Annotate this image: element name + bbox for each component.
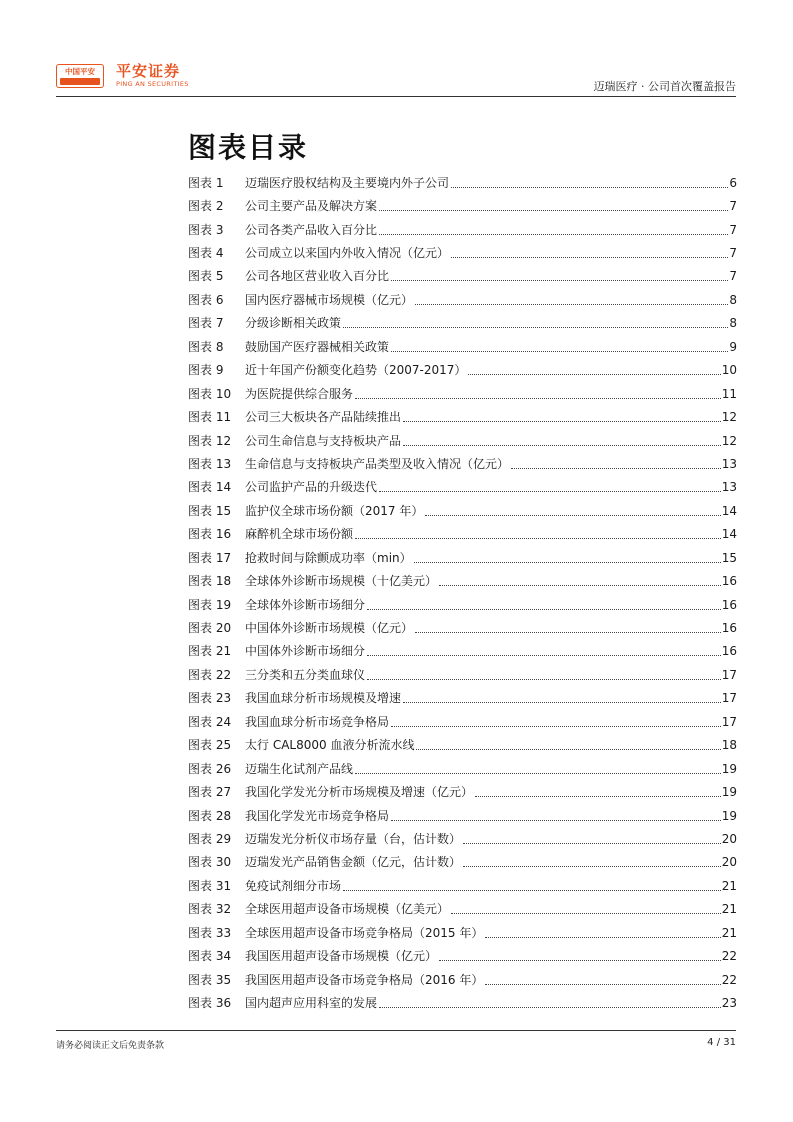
toc-entry-number: 图表 13 [188, 456, 232, 471]
toc-entry[interactable] [188, 851, 737, 874]
toc-entry-number: 图表 20 [188, 621, 232, 636]
toc-entry-number: 图表 24 [188, 714, 232, 729]
toc-entry-number: 图表 17 [188, 550, 232, 565]
toc-entry-title: 我国血球分析市场规模及增速 [245, 691, 402, 706]
toc-entry[interactable] [188, 734, 737, 757]
toc-entry-page: 6 [729, 175, 737, 190]
toc-entry-title: 全球医用超声设备市场规模（亿美元） [245, 902, 450, 917]
toc-entry[interactable] [188, 616, 737, 639]
toc-entry-title: 鼓励国产医疗器械相关政策 [245, 339, 390, 354]
page-number: 4 / 31 [707, 1037, 736, 1048]
toc-entry[interactable] [188, 827, 737, 850]
toc-entry-number: 图表 25 [188, 738, 232, 753]
toc-entry[interactable] [188, 382, 737, 405]
toc-entry[interactable] [188, 171, 737, 194]
toc-leader-dots [367, 655, 721, 656]
toc-entry-number: 图表 2 [188, 199, 224, 214]
toc-leader-dots [415, 632, 721, 633]
toc-entry[interactable] [188, 546, 737, 569]
toc-entry-title: 我国血球分析市场竞争格局 [245, 714, 390, 729]
toc-leader-dots [343, 327, 728, 328]
toc-leader-dots [451, 187, 728, 188]
toc-entry-number: 图表 7 [188, 316, 224, 331]
toc-leader-dots [511, 468, 721, 469]
toc-entry[interactable] [188, 640, 737, 663]
toc-leader-dots [355, 773, 721, 774]
toc-entry-number: 图表 14 [188, 480, 232, 495]
toc-entry[interactable] [188, 429, 737, 452]
toc-entry-number: 图表 22 [188, 667, 232, 682]
report-title: 迈瑞医疗 · 公司首次覆盖报告 [593, 80, 736, 93]
toc-leader-dots [379, 234, 728, 235]
toc-entry-page: 23 [721, 996, 737, 1011]
toc-entry-page: 14 [721, 527, 737, 542]
toc-entry-title: 麻醉机全球市场份额 [245, 527, 354, 542]
toc-leader-dots [379, 491, 721, 492]
toc-entry-page: 8 [729, 292, 737, 307]
toc-entry-page: 19 [721, 761, 737, 776]
toc-entry[interactable] [188, 898, 737, 921]
toc-entry-number: 图表 32 [188, 902, 232, 917]
toc-entry-number: 图表 28 [188, 808, 232, 823]
toc-entry-page: 13 [721, 480, 737, 495]
toc-entry-number: 图表 31 [188, 878, 232, 893]
toc-entry[interactable] [188, 335, 737, 358]
toc-leader-dots [475, 796, 721, 797]
toc-entry-number: 图表 30 [188, 855, 232, 870]
toc-entry[interactable] [188, 218, 737, 241]
toc-entry-page: 22 [721, 949, 737, 964]
toc-entry-number: 图表 36 [188, 996, 232, 1011]
toc-entry-page: 14 [721, 503, 737, 518]
toc-leader-dots [425, 515, 720, 516]
toc-leader-dots [416, 749, 720, 750]
toc-entry[interactable] [188, 523, 737, 546]
toc-entry-page: 20 [721, 855, 737, 870]
toc-entry[interactable] [188, 804, 737, 827]
toc-entry-title: 太行 CAL8000 血液分析流水线 [245, 738, 415, 753]
footer-divider [56, 1030, 736, 1031]
toc-entry-number: 图表 6 [188, 292, 224, 307]
toc-entry-page: 15 [721, 550, 737, 565]
toc-leader-dots [403, 445, 721, 446]
toc-entry-title: 生命信息与支持板块产品类型及收入情况（亿元） [245, 456, 510, 471]
header-divider [56, 96, 736, 97]
toc-leader-dots [355, 398, 721, 399]
toc-entry-number: 图表 15 [188, 503, 232, 518]
toc-entry-title: 公司各地区营业收入百分比 [245, 269, 390, 284]
toc-entry[interactable] [188, 359, 737, 382]
toc-leader-dots [391, 726, 721, 727]
toc-entry-number: 图表 1 [188, 175, 224, 190]
toc-leader-dots [391, 351, 728, 352]
toc-entry-page: 16 [721, 597, 737, 612]
page-header [56, 60, 736, 96]
toc-entry[interactable] [188, 569, 737, 592]
toc-entry-number: 图表 19 [188, 597, 232, 612]
toc-entry-number: 图表 33 [188, 925, 232, 940]
toc-entry-number: 图表 35 [188, 972, 232, 987]
toc-leader-dots [367, 679, 721, 680]
toc-entry-number: 图表 29 [188, 831, 232, 846]
toc-entry-number: 图表 4 [188, 246, 224, 261]
toc-entry-title: 近十年国产份额变化趋势（2007-2017） [245, 363, 467, 378]
toc-entry[interactable] [188, 968, 737, 991]
toc-entry-title: 三分类和五分类血球仪 [245, 667, 366, 682]
toc-leader-dots [367, 609, 721, 610]
toc-entry-number: 图表 16 [188, 527, 232, 542]
logo-bar [60, 78, 100, 85]
toc-entry-title: 全球体外诊断市场规模（十亿美元） [245, 574, 438, 589]
toc-leader-dots [451, 257, 728, 258]
toc-title: 图表目录 [188, 131, 309, 164]
toc-entry-title: 国内医疗器械市场规模（亿元） [245, 292, 414, 307]
toc-entry[interactable] [188, 874, 737, 897]
toc-entry-number: 图表 18 [188, 574, 232, 589]
toc-entry-title: 我国医用超声设备市场规模（亿元） [245, 949, 438, 964]
toc-entry-page: 9 [729, 339, 737, 354]
toc-leader-dots [355, 538, 721, 539]
toc-leader-dots [391, 280, 728, 281]
toc-entry[interactable] [188, 687, 737, 710]
toc-entry-page: 7 [729, 222, 737, 237]
toc-entry-page: 8 [729, 316, 737, 331]
toc-entry-number: 图表 23 [188, 691, 232, 706]
brand-name-en: PING AN SECURITIES [116, 80, 189, 88]
toc-entry[interactable] [188, 476, 737, 499]
toc-leader-dots [485, 984, 720, 985]
toc-leader-dots [379, 210, 728, 211]
toc-entry[interactable] [188, 780, 737, 803]
toc-entry-page: 17 [721, 714, 737, 729]
toc-entry-page: 20 [721, 831, 737, 846]
toc-entry-page: 16 [721, 574, 737, 589]
toc-entry-title: 全球医用超声设备市场竞争格局（2015 年） [245, 925, 484, 940]
toc-leader-dots [463, 866, 721, 867]
toc-entry-number: 图表 5 [188, 269, 224, 284]
toc-entry-title: 迈瑞发光产品销售金额（亿元，估计数） [245, 855, 462, 870]
toc-entry-title: 分级诊断相关政策 [245, 316, 342, 331]
toc-entry-number: 图表 12 [188, 433, 232, 448]
toc-entry-page: 12 [721, 433, 737, 448]
toc-entry[interactable] [188, 921, 737, 944]
toc-leader-dots [451, 913, 721, 914]
toc-entry-page: 11 [721, 386, 737, 401]
toc-entry-number: 图表 27 [188, 785, 232, 800]
toc-entry-page: 16 [721, 621, 737, 636]
toc-entry[interactable] [188, 944, 737, 967]
toc-entry-page: 19 [721, 785, 737, 800]
toc-entry-title: 我国化学发光市场竞争格局 [245, 808, 390, 823]
toc-entry-number: 图表 11 [188, 410, 232, 425]
toc-entry-title: 我国医用超声设备市场竞争格局（2016 年） [245, 972, 484, 987]
toc-entry-page: 10 [721, 363, 737, 378]
toc-entry[interactable] [188, 265, 737, 288]
toc-entry-page: 19 [721, 808, 737, 823]
toc-entry-page: 21 [721, 902, 737, 917]
footer-disclaimer: 请务必阅读正文后免责条款 [56, 1041, 165, 1051]
toc-leader-dots [485, 937, 720, 938]
toc-entry-title: 全球体外诊断市场细分 [245, 597, 366, 612]
toc-entry[interactable] [188, 312, 737, 335]
toc-entry-page: 17 [721, 667, 737, 682]
toc-entry-page: 16 [721, 644, 737, 659]
toc-entry-title: 为医院提供综合服务 [245, 386, 354, 401]
toc-entry-number: 图表 8 [188, 339, 224, 354]
toc-leader-dots [343, 890, 721, 891]
logo-text: 中国平安 [65, 67, 95, 76]
toc-entry-title: 迈瑞生化试剂产品线 [245, 761, 354, 776]
toc-entry-number: 图表 3 [188, 222, 224, 237]
toc-entry-title: 我国化学发光分析市场规模及增速（亿元） [245, 785, 474, 800]
toc-entry-title: 中国体外诊断市场规模（亿元） [245, 621, 414, 636]
toc-entry[interactable] [188, 991, 737, 1014]
toc-entry[interactable] [188, 710, 737, 733]
toc-entry-title: 迈瑞发光分析仪市场存量（台，估计数） [245, 831, 462, 846]
toc-entry-number: 图表 26 [188, 761, 232, 776]
toc-entry-page: 17 [721, 691, 737, 706]
toc-entry-page: 7 [729, 269, 737, 284]
toc-entry[interactable] [188, 194, 737, 217]
toc-entry-page: 7 [729, 246, 737, 261]
toc-leader-dots [379, 1007, 721, 1008]
toc-entry-title: 公司主要产品及解决方案 [245, 199, 378, 214]
toc-entry[interactable] [188, 405, 737, 428]
toc-leader-dots [415, 304, 728, 305]
toc-entry[interactable] [188, 593, 737, 616]
toc-entry-page: 21 [721, 925, 737, 940]
toc-leader-dots [468, 374, 720, 375]
toc-entry-title: 迈瑞医疗股权结构及主要境内外子公司 [245, 175, 450, 190]
toc-entry-title: 公司监护产品的升级迭代 [245, 480, 378, 495]
brand [116, 62, 189, 88]
toc-entry-page: 12 [721, 410, 737, 425]
toc-entry[interactable] [188, 499, 737, 522]
toc-entry-page: 22 [721, 972, 737, 987]
toc-entry-title: 公司三大板块各产品陆续推出 [245, 410, 402, 425]
toc-leader-dots [403, 702, 721, 703]
figure-toc [188, 171, 737, 1015]
toc-entry[interactable] [188, 241, 737, 264]
toc-leader-dots [414, 562, 721, 563]
toc-leader-dots [391, 820, 721, 821]
toc-entry-page: 7 [729, 199, 737, 214]
toc-entry[interactable] [188, 757, 737, 780]
toc-entry-number: 图表 34 [188, 949, 232, 964]
toc-entry-number: 图表 9 [188, 363, 224, 378]
toc-leader-dots [439, 960, 721, 961]
toc-entry-title: 公司各类产品收入百分比 [245, 222, 378, 237]
toc-entry-title: 免疫试剂细分市场 [245, 878, 342, 893]
toc-entry-page: 21 [721, 878, 737, 893]
brand-name: 平安证券 [116, 62, 181, 80]
toc-entry-page: 18 [721, 738, 737, 753]
toc-leader-dots [403, 421, 721, 422]
ping-an-logo-icon [56, 64, 104, 88]
toc-entry[interactable] [188, 452, 737, 475]
toc-leader-dots [439, 585, 721, 586]
toc-entry-number: 图表 10 [188, 386, 232, 401]
toc-leader-dots [463, 843, 721, 844]
toc-entry-title: 公司成立以来国内外收入情况（亿元） [245, 246, 450, 261]
toc-entry[interactable] [188, 663, 737, 686]
toc-entry-title: 抢救时间与除颤成功率（min） [245, 550, 412, 565]
toc-entry-page: 13 [721, 456, 737, 471]
toc-entry-title: 国内超声应用科室的发展 [245, 996, 378, 1011]
toc-entry-title: 中国体外诊断市场细分 [245, 644, 366, 659]
toc-entry-title: 监护仪全球市场份额（2017 年） [245, 503, 424, 518]
toc-entry-number: 图表 21 [188, 644, 232, 659]
toc-entry-title: 公司生命信息与支持板块产品 [245, 433, 402, 448]
toc-entry[interactable] [188, 288, 737, 311]
